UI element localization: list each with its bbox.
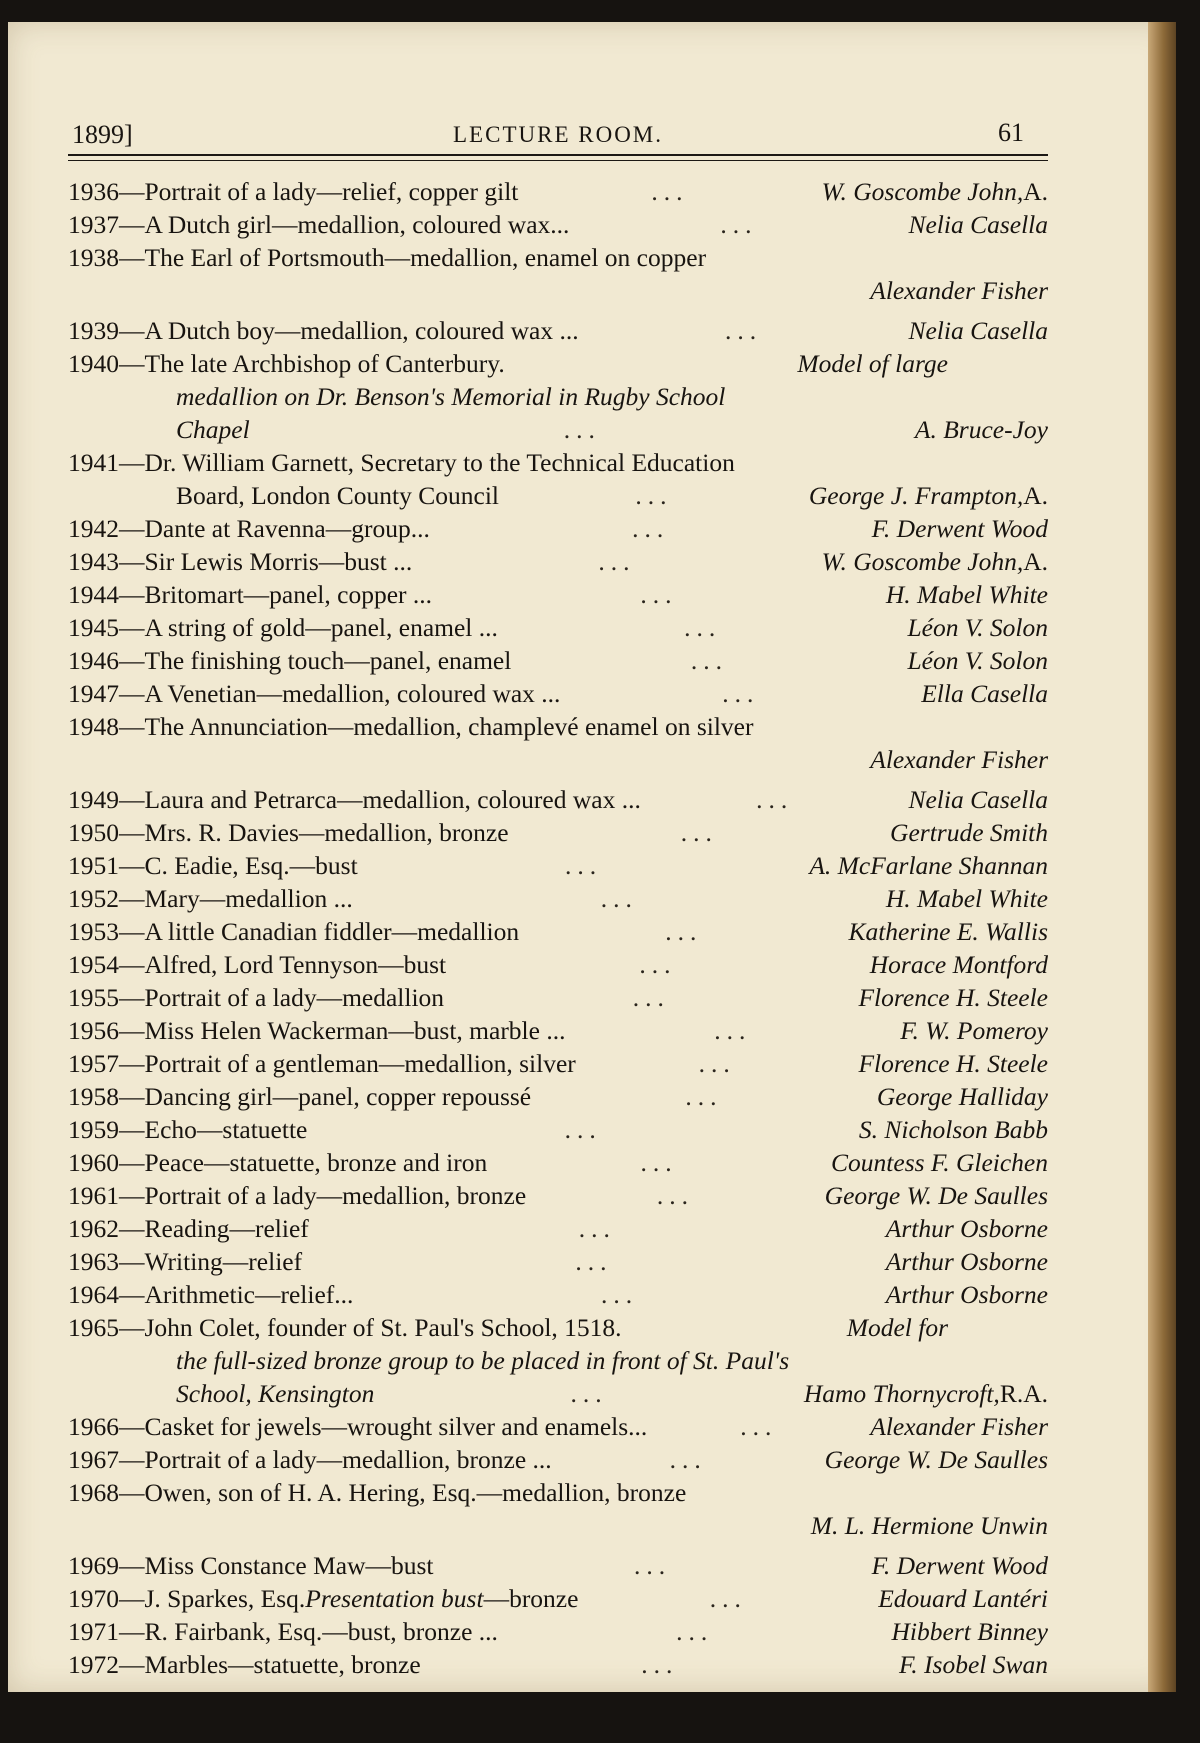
entry-number: 1942	[68, 514, 119, 543]
leader-dots: ...	[656, 1181, 694, 1210]
entry-dash: —	[119, 884, 145, 913]
entry-number: 1938	[68, 243, 119, 272]
entry-title-italic: Presentation bust	[305, 1584, 484, 1613]
entry-artist: George W. De Saulles	[824, 1445, 1048, 1474]
entry-title: Dr. William Garnett, Secretary to the Technical Education	[144, 448, 735, 477]
entry-dash: —	[119, 448, 145, 477]
entry-dash: —	[119, 950, 145, 979]
entry-artist: Florence H. Steele	[858, 983, 1048, 1012]
entry-number: 1972	[68, 1650, 119, 1679]
entry-title: Britomart—panel, copper ...	[144, 580, 432, 609]
entry-title: Miss Constance Maw—bust	[144, 1551, 434, 1580]
catalogue-entry-artist-line	[68, 274, 1048, 314]
entry-number: 1955	[68, 983, 119, 1012]
leader-dots: ...	[676, 1617, 714, 1646]
leader-dots: ...	[680, 818, 718, 847]
entry-dash: —	[119, 580, 145, 609]
catalogue-entry	[68, 1146, 1048, 1179]
catalogue-entry	[68, 314, 1048, 347]
catalogue-entry	[68, 512, 1048, 545]
entry-title: The Earl of Portsmouth—medallion, enamel on copper	[144, 243, 707, 272]
entry-title: Laura and Petrarca—medallion, coloured wax ...	[144, 785, 641, 814]
leader-dots: ...	[640, 1148, 678, 1177]
page-number: 61	[998, 118, 1024, 147]
entry-dash: —	[119, 316, 145, 345]
leader-dots: ...	[685, 1082, 723, 1111]
entry-title: C. Eadie, Esq.—bust	[144, 851, 358, 880]
leader-dots: ...	[564, 851, 603, 880]
entry-dash: —	[119, 1650, 145, 1679]
leader-dots: ...	[575, 1247, 613, 1276]
entry-number: 1967	[68, 1445, 119, 1474]
entry-number: 1962	[68, 1214, 119, 1243]
entry-number: 1965	[68, 1313, 119, 1342]
entry-title: Alfred, Lord Tennyson—bust	[144, 950, 447, 979]
catalogue-entry-continued	[68, 479, 1048, 512]
entry-number: 1943	[68, 547, 119, 576]
entry-artist: H. Mabel White	[885, 884, 1048, 913]
entry-number: 1941	[68, 448, 119, 477]
entry-dash: —	[119, 514, 145, 543]
catalogue-entry	[68, 1615, 1048, 1648]
entry-artist: Nelia Casella	[908, 785, 1048, 814]
leader-dots: ...	[639, 950, 677, 979]
entry-number: 1958	[68, 1082, 119, 1111]
entry-artist: S. Nicholson Babb	[858, 1115, 1048, 1144]
entry-title: A Venetian—medallion, coloured wax ...	[144, 679, 561, 708]
entry-title: Mrs. R. Davies—medallion, bronze	[144, 818, 509, 847]
entry-number: 1963	[68, 1247, 119, 1276]
catalogue-entry	[68, 208, 1048, 241]
leader-dots: ...	[600, 884, 638, 913]
leader-dots: ...	[641, 1650, 679, 1679]
entry-title: Sir Lewis Morris—bust ...	[144, 547, 413, 576]
entry-number: 1947	[68, 679, 119, 708]
catalogue-entry	[68, 1212, 1048, 1245]
entry-number: 1971	[68, 1617, 119, 1646]
entry-number: 1957	[68, 1049, 119, 1078]
entry-number: 1937	[68, 210, 119, 239]
entry-title: Portrait of a lady—medallion	[144, 983, 445, 1012]
entry-title-tail: —bronze	[483, 1584, 579, 1613]
entry-title-continued: the full-sized bronze group to be placed in front of St. Paul's	[176, 1346, 790, 1375]
entry-number: 1948	[68, 712, 119, 741]
leader-dots: ...	[578, 1214, 616, 1243]
entry-title: Dancing girl—panel, copper repoussé	[144, 1082, 532, 1111]
entry-dash: —	[119, 1181, 145, 1210]
artist-suffix: A.	[1023, 481, 1048, 510]
header-year: 1899]	[72, 120, 133, 149]
entry-artist: Léon V. Solon	[907, 646, 1048, 675]
entry-dash: —	[119, 349, 145, 378]
entry-title: Portrait of a gentleman—medallion, silver	[144, 1049, 576, 1078]
catalogue-entry	[68, 644, 1048, 677]
entry-dash: —	[119, 1214, 145, 1243]
entry-artist: Ella Casella	[921, 679, 1048, 708]
catalogue-entry	[68, 611, 1048, 644]
entry-dash: —	[119, 646, 145, 675]
entry-title: Echo—statuette	[144, 1115, 308, 1144]
running-header	[68, 82, 1048, 149]
entry-artist: Florence H. Steele	[858, 1049, 1048, 1078]
entry-dash: —	[119, 785, 145, 814]
entry-number: 1966	[68, 1412, 119, 1441]
entry-title: Portrait of a lady—medallion, bronze ...	[144, 1445, 552, 1474]
catalogue-entry	[68, 915, 1048, 948]
catalogue-entry	[68, 1113, 1048, 1146]
entry-artist: F. W. Pomeroy	[900, 1016, 1048, 1045]
catalogue-entry	[68, 1549, 1048, 1582]
leader-dots: ...	[720, 210, 758, 239]
catalogue-entry	[68, 1311, 1048, 1344]
entry-dash: —	[119, 547, 145, 576]
entry-artist: Alexander Fisher	[870, 276, 1048, 305]
entry-number: 1959	[68, 1115, 119, 1144]
entry-artist: Alexander Fisher	[870, 1412, 1048, 1441]
catalogue-entry	[68, 175, 1048, 208]
leader-dots: ...	[709, 1584, 747, 1613]
entry-title: Portrait of a lady—relief, copper gilt	[144, 177, 519, 206]
entry-title: Casket for jewels—wrought silver and enamels...	[144, 1412, 648, 1441]
catalogue-entry	[68, 1648, 1048, 1681]
entry-artist: George J. Frampton,	[808, 481, 1024, 510]
entry-number: 1951	[68, 851, 119, 880]
leader-dots: ...	[698, 1049, 736, 1078]
entry-number: 1950	[68, 818, 119, 847]
entry-artist: F. Derwent Wood	[871, 1551, 1048, 1580]
artist-suffix: R.A.	[999, 1379, 1048, 1408]
entry-number: 1946	[68, 646, 119, 675]
catalogue-entry-continued	[68, 413, 1048, 446]
catalogue-entry	[68, 1476, 1048, 1509]
entry-dash: —	[119, 818, 145, 847]
entry-dash: —	[119, 1247, 145, 1276]
entry-artist: A. Bruce-Joy	[914, 415, 1048, 444]
entry-title: Marbles—statuette, bronze	[144, 1650, 421, 1679]
entry-dash: —	[119, 983, 145, 1012]
entry-dash: —	[119, 177, 145, 206]
leader-dots: ...	[740, 1412, 778, 1441]
entry-artist: F. Isobel Swan	[899, 1650, 1048, 1679]
entry-artist: W. Goscombe John,	[821, 177, 1024, 206]
artist-suffix: A.	[1023, 177, 1048, 206]
entry-title-continued: School, Kensington	[176, 1379, 375, 1408]
leader-dots: ...	[756, 785, 794, 814]
entry-title: Portrait of a lady—medallion, bronze	[144, 1181, 527, 1210]
catalogue-entry-continued	[68, 1377, 1048, 1410]
leader-dots: ...	[690, 646, 728, 675]
entry-artist: Horace Montford	[869, 950, 1048, 979]
catalogue-entry	[68, 783, 1048, 816]
entry-number: 1945	[68, 613, 119, 642]
leader-dots: ...	[601, 1280, 639, 1309]
entry-dash: —	[119, 1551, 145, 1580]
entry-dash: —	[119, 1016, 145, 1045]
entry-artist: Gertrude Smith	[890, 818, 1048, 847]
catalogue-entry-artist-line	[68, 1509, 1048, 1549]
catalogue-entry	[68, 677, 1048, 710]
entry-artist: Countess F. Gleichen	[831, 1148, 1048, 1177]
entry-number: 1968	[68, 1478, 119, 1507]
entry-dash: —	[119, 210, 145, 239]
leader-dots: ...	[651, 177, 689, 206]
entry-dash: —	[119, 1478, 145, 1507]
entry-title: A Dutch girl—medallion, coloured wax...	[144, 210, 570, 239]
entry-dash: —	[119, 243, 145, 272]
leader-dots: ...	[564, 1115, 602, 1144]
catalogue-entry	[68, 1047, 1048, 1080]
entry-artist: George W. De Saulles	[824, 1181, 1048, 1210]
entry-model-note: Model for	[846, 1313, 948, 1342]
entry-artist: A. McFarlane Shannan	[809, 851, 1048, 880]
entry-number: 1952	[68, 884, 119, 913]
catalogue-entry	[68, 1245, 1048, 1278]
entry-number: 1970	[68, 1584, 119, 1613]
catalogue-entry	[68, 816, 1048, 849]
entry-number: 1956	[68, 1016, 119, 1045]
entry-artist: Arthur Osborne	[885, 1280, 1048, 1309]
entry-title: J. Sparkes, Esq.	[144, 1584, 306, 1613]
catalogue-entry	[68, 1443, 1048, 1476]
entry-number: 1949	[68, 785, 119, 814]
leader-dots: ...	[563, 415, 601, 444]
leader-dots: ...	[669, 1445, 707, 1474]
entry-artist: Katherine E. Wallis	[848, 917, 1048, 946]
leader-dots: ...	[632, 514, 670, 543]
catalogue-entry	[68, 710, 1048, 743]
entry-title: Owen, son of H. A. Hering, Esq.—medallion, bronze	[144, 1478, 687, 1507]
leader-dots: ...	[724, 316, 763, 345]
entry-dash: —	[119, 1412, 145, 1441]
entry-model-note: Model of large	[797, 349, 948, 378]
entry-dash: —	[119, 1082, 145, 1111]
leader-dots: ...	[632, 983, 670, 1012]
entry-dash: —	[119, 1313, 145, 1342]
entry-dash: —	[119, 1280, 145, 1309]
entry-title-continued: Chapel	[176, 415, 250, 444]
catalogue-entry-continued	[68, 380, 1048, 413]
entry-dash: —	[119, 613, 145, 642]
entry-number: 1964	[68, 1280, 119, 1309]
entry-dash: —	[119, 1115, 145, 1144]
entry-artist: F. Derwent Wood	[871, 514, 1048, 543]
header-title: LECTURE ROOM.	[453, 122, 663, 147]
catalogue-entry	[68, 545, 1048, 578]
leader-dots: ...	[570, 1379, 608, 1408]
entry-title: Arithmetic—relief...	[144, 1280, 354, 1309]
leader-dots: ...	[635, 481, 673, 510]
entry-dash: —	[119, 1584, 145, 1613]
catalogue-entry	[68, 347, 1048, 380]
entry-list	[68, 175, 1048, 1681]
catalogue-entry	[68, 981, 1048, 1014]
entry-title: Dante at Ravenna—group...	[144, 514, 430, 543]
entry-title: A Dutch boy—medallion, coloured wax ...	[144, 316, 579, 345]
catalogue-entry	[68, 241, 1048, 274]
entry-artist: M. L. Hermione Unwin	[810, 1511, 1048, 1540]
entry-dash: —	[119, 712, 145, 741]
entry-title: R. Fairbank, Esq.—bust, bronze ...	[144, 1617, 498, 1646]
entry-artist: Arthur Osborne	[885, 1214, 1048, 1243]
entry-title: Miss Helen Wackerman—bust, marble ...	[144, 1016, 566, 1045]
entry-dash: —	[119, 679, 145, 708]
header-rule	[68, 154, 1048, 161]
entry-title: A little Canadian fiddler—medallion	[144, 917, 520, 946]
entry-title: Reading—relief	[144, 1214, 309, 1243]
entry-number: 1960	[68, 1148, 119, 1177]
leader-dots: ...	[722, 679, 760, 708]
entry-dash: —	[119, 1049, 145, 1078]
entry-title-continued: Board, London County Council	[176, 481, 499, 510]
page-edge	[1148, 22, 1176, 1692]
book-page	[8, 22, 1176, 1692]
leader-dots: ...	[598, 547, 636, 576]
catalogue-entry	[68, 882, 1048, 915]
entry-artist: Edouard Lantéri	[878, 1584, 1048, 1613]
entry-number: 1939	[68, 316, 119, 345]
entry-artist: H. Mabel White	[885, 580, 1048, 609]
entry-dash: —	[119, 917, 145, 946]
entry-number: 1953	[68, 917, 119, 946]
entry-title: The Annunciation—medallion, champlevé enamel on silver	[144, 712, 754, 741]
catalogue-entry	[68, 1278, 1048, 1311]
entry-number: 1961	[68, 1181, 119, 1210]
entry-artist: Arthur Osborne	[885, 1247, 1048, 1276]
entry-artist: Hamo Thornycroft,	[803, 1379, 1000, 1408]
catalogue-entry	[68, 1080, 1048, 1113]
catalogue-entry	[68, 446, 1048, 479]
entry-number: 1944	[68, 580, 119, 609]
entry-title: John Colet, founder of St. Paul's School, 1518.	[144, 1313, 622, 1342]
entry-title-continued: medallion on Dr. Benson's Memorial in Rugby School	[176, 382, 726, 411]
leader-dots: ...	[633, 1551, 672, 1580]
catalogue-content	[68, 82, 1048, 1681]
entry-dash: —	[119, 851, 145, 880]
entry-number: 1969	[68, 1551, 119, 1580]
entry-title: Peace—statuette, bronze and iron	[144, 1148, 488, 1177]
leader-dots: ...	[640, 580, 678, 609]
catalogue-entry-artist-line	[68, 743, 1048, 783]
leader-dots: ...	[665, 917, 703, 946]
entry-title: The finishing touch—panel, enamel	[144, 646, 512, 675]
entry-artist: Alexander Fisher	[870, 745, 1048, 774]
catalogue-entry	[68, 948, 1048, 981]
entry-artist: W. Goscombe John,	[821, 547, 1024, 576]
catalogue-entry	[68, 1014, 1048, 1047]
entry-artist: George Halliday	[876, 1082, 1048, 1111]
artist-suffix: A.	[1023, 547, 1048, 576]
entry-title: A string of gold—panel, enamel ...	[144, 613, 498, 642]
entry-number: 1940	[68, 349, 119, 378]
leader-dots: ...	[714, 1016, 752, 1045]
entry-title: Writing—relief	[144, 1247, 303, 1276]
entry-dash: —	[119, 1148, 145, 1177]
catalogue-entry	[68, 1582, 1048, 1615]
catalogue-entry	[68, 849, 1048, 882]
catalogue-entry	[68, 1179, 1048, 1212]
entry-dash: —	[119, 1445, 145, 1474]
catalogue-entry	[68, 578, 1048, 611]
entry-number: 1954	[68, 950, 119, 979]
entry-number: 1936	[68, 177, 119, 206]
leader-dots: ...	[684, 613, 722, 642]
entry-dash: —	[119, 1617, 145, 1646]
entry-artist: Nelia Casella	[908, 210, 1048, 239]
catalogue-entry-continued	[68, 1344, 1048, 1377]
entry-artist: Hibbert Binney	[891, 1617, 1048, 1646]
catalogue-entry	[68, 1410, 1048, 1443]
entry-artist: Léon V. Solon	[907, 613, 1048, 642]
entry-title: The late Archbishop of Canterbury.	[144, 349, 505, 378]
entry-artist: Nelia Casella	[908, 316, 1048, 345]
entry-title: Mary—medallion ...	[144, 884, 353, 913]
